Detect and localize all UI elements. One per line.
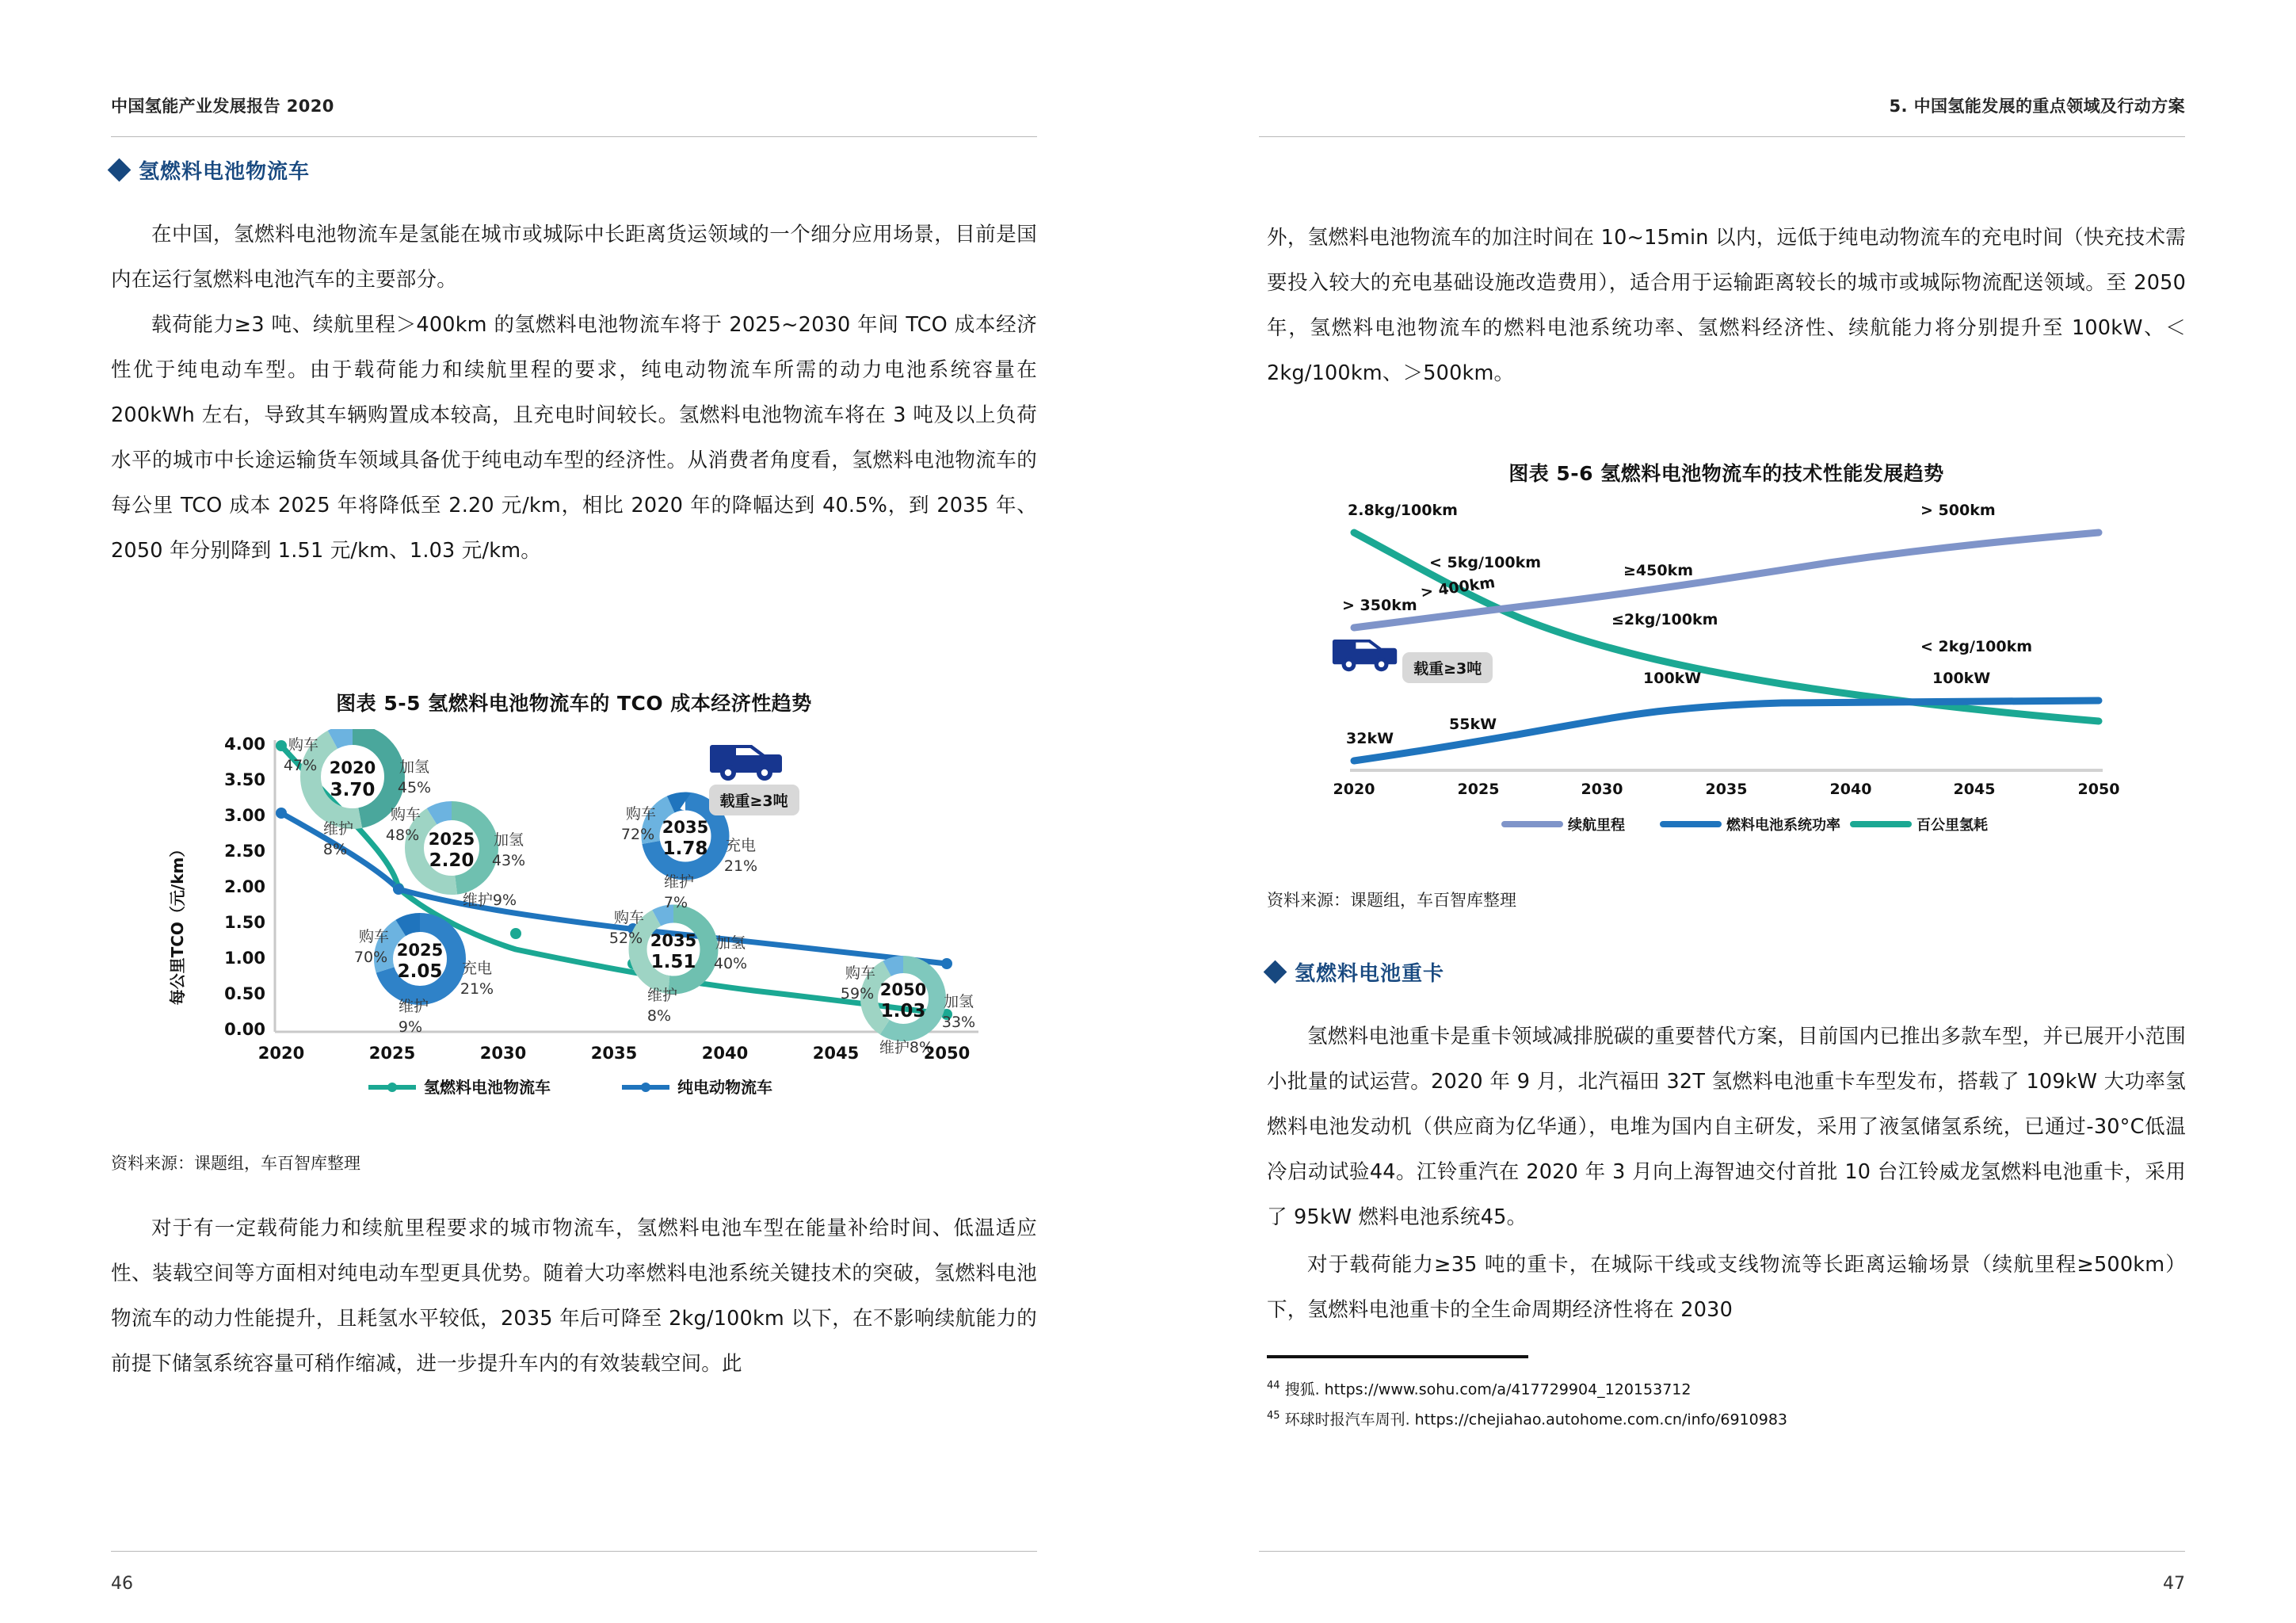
left-paragraph-1: 在中国，氢燃料电池物流车是氢能在城市或城际中长距离货运领域的一个细分应用场景，目前是国内在运行氢燃料电池汽车的主要部分。 [111, 223, 1037, 292]
svg-text:2040: 2040 [701, 1044, 748, 1063]
label-le-2kg-100km: ≤2kg/100km [1611, 611, 1718, 628]
svg-text:购车: 购车 [613, 909, 644, 926]
footnote-45-text: 环球时报汽车周刊. https://chejiahao.autohome.com.cn/info/6910983 [1284, 1411, 1787, 1429]
svg-text:2025: 2025 [368, 1044, 415, 1063]
figure-5-6-title: 图表 5-6 氢燃料电池物流车的技术性能发展趋势 [1508, 462, 1944, 485]
svg-text:0.50: 0.50 [223, 984, 265, 1003]
svg-text:维护: 维护 [646, 987, 677, 1004]
svg-text:2035: 2035 [662, 818, 708, 837]
svg-text:33%: 33% [941, 1014, 975, 1031]
left-running-head: 中国氢能产业发展报告 2020 [111, 97, 334, 116]
right-header-rule [1259, 136, 2185, 137]
footnote-45-marker: 45 [1267, 1410, 1280, 1423]
footnote-separator [1267, 1355, 1528, 1358]
figure-5-5-y-axis-title: 每公里TCO（元/km） [167, 841, 187, 1006]
svg-text:3.50: 3.50 [223, 770, 265, 789]
svg-text:70%: 70% [353, 949, 387, 966]
donut-2035-electric [620, 801, 757, 911]
figure-5-6-source: 资料来源：课题组，车百智库整理 [1267, 891, 1516, 910]
svg-text:9%: 9% [398, 1018, 422, 1036]
left-paragraph-2: 载荷能力≥3 吨、续航里程＞400km 的氢燃料电池物流车将于 2025~2030 年间 TCO 成本经济性优于纯电动车型。由于载荷能力和续航里程的要求，纯电动物流车所需的动力电池系统容量在 200kWh 左右，导致其车辆购置成本较高，且充电时间较长。氢燃料电池物流车将在 3 吨及以上负荷水平的城市中长途运输货车领域具备优于纯电动车型的经济性。从消费者角度看，氢燃料电池物流车的每公里 TCO 成本 2025 年将降低至 2.20 元/km，相比 2020 年的降幅达到 40.5%，到 2035 年、2050 年分别降到 1.51 元/km、1.03 元/km。 [111, 313, 1037, 563]
label-gt-500km: > 500km [1920, 502, 1996, 519]
svg-text:1.00: 1.00 [223, 949, 265, 968]
left-section-heading-label: 氢燃料电池物流车 [139, 160, 311, 184]
footnote-45 [1267, 1403, 2186, 1433]
svg-text:充电: 充电 [725, 837, 756, 854]
svg-text:维护: 维护 [322, 820, 353, 838]
van-badge-right-label: 载重≥3吨 [1402, 652, 1493, 683]
svg-text:加氢: 加氢 [715, 934, 746, 952]
svg-text:7%: 7% [663, 894, 688, 911]
right-section-heading [1267, 957, 2186, 987]
svg-text:2035: 2035 [590, 1044, 637, 1063]
svg-text:3.00: 3.00 [223, 806, 265, 825]
svg-text:百公里氢耗: 百公里氢耗 [1917, 817, 1988, 834]
delivery-van-icon [1332, 632, 1398, 674]
footnote-44-marker: 44 [1267, 1380, 1280, 1392]
svg-text:2025: 2025 [1457, 781, 1500, 798]
svg-text:维护: 维护 [398, 998, 429, 1015]
left-section-heading [111, 155, 1037, 185]
svg-text:2.00: 2.00 [223, 877, 265, 896]
svg-text:2030: 2030 [479, 1044, 526, 1063]
svg-text:3.70: 3.70 [330, 780, 375, 800]
label-gt-350km: > 350km [1342, 597, 1417, 614]
svg-text:0.00: 0.00 [223, 1020, 265, 1039]
svg-text:购车: 购车 [625, 805, 656, 823]
footnote-44 [1267, 1373, 2186, 1403]
svg-text:2045: 2045 [1953, 781, 1996, 798]
left-paragraph-3: 对于有一定载荷能力和续航里程要求的城市物流车，氢燃料电池车型在能量补给时间、低温适应性、装载空间等方面相对纯电动车型更具优势。随着大功率燃料电池系统关键技术的突破，氢燃料电池物流车的动力性能提升，且耗氢水平较低，2035 年后可降至 2kg/100km 以下，在不影响续航能力的前提下储氢系统容量可稍作缩减，进一步提升车内的有效装载空间。此 [111, 1216, 1037, 1376]
van-badge-right [1332, 632, 1493, 683]
svg-text:2025: 2025 [428, 830, 475, 849]
svg-text:2045: 2045 [812, 1044, 859, 1063]
figure-5-5-legend [368, 1078, 772, 1097]
svg-text:47%: 47% [283, 757, 317, 774]
figure-5-5-chart [154, 729, 994, 1125]
svg-text:1.50: 1.50 [223, 913, 265, 932]
donut-2025-electric [353, 922, 493, 1036]
svg-text:加氢: 加氢 [943, 993, 974, 1010]
right-section-heading-label: 氢燃料电池重卡 [1295, 962, 1445, 986]
svg-text:2040: 2040 [1829, 781, 1872, 798]
svg-text:1.51: 1.51 [650, 952, 696, 972]
van-badge-left [709, 737, 799, 815]
right-paragraph-3: 对于载荷能力≥35 吨的重卡，在城际干线或支线物流等长距离运输场景（续航里程≥500km）下，氢燃料电池重卡的全生命周期经济性将在 2030 [1267, 1253, 2186, 1322]
svg-text:购车: 购车 [288, 736, 318, 754]
delivery-van-icon [709, 737, 784, 783]
svg-text:2030: 2030 [1581, 781, 1623, 798]
label-100kw-2035: 100kW [1643, 670, 1702, 687]
svg-text:8%: 8% [322, 841, 347, 858]
figure-5-5-source: 资料来源：课题组，车百智库整理 [111, 1154, 360, 1173]
label-55kw: 55kW [1449, 716, 1497, 733]
figure-5-5-title: 图表 5-5 氢燃料电池物流车的 TCO 成本经济性趋势 [336, 692, 812, 715]
svg-text:维护8%: 维护8% [879, 1039, 933, 1056]
figure-5-5-svg [154, 729, 994, 1109]
svg-text:2020: 2020 [1333, 781, 1375, 798]
label-ge-450km: ≥450km [1623, 562, 1694, 579]
svg-text:氢燃料电池物流车: 氢燃料电池物流车 [423, 1078, 551, 1097]
label-32kw: 32kW [1346, 730, 1394, 747]
right-page [1148, 0, 2296, 1623]
diamond-bullet-icon [108, 158, 132, 182]
svg-text:43%: 43% [491, 852, 525, 869]
svg-text:购车: 购车 [390, 806, 421, 823]
svg-text:纯电动物流车: 纯电动物流车 [677, 1078, 772, 1097]
svg-text:加氢: 加氢 [399, 758, 429, 776]
left-header-rule [111, 136, 1037, 137]
label-gt-400km: > 400km [1419, 573, 1497, 601]
right-running-head: 5. 中国氢能发展的重点领域及行动方案 [1889, 97, 2185, 116]
diamond-bullet-icon [1264, 960, 1287, 984]
left-footer-rule [111, 1551, 1037, 1552]
svg-text:2020: 2020 [257, 1044, 304, 1063]
svg-text:2025: 2025 [396, 941, 443, 960]
footnote-44-text: 搜狐. https://www.sohu.com/a/417729904_120153712 [1284, 1381, 1691, 1399]
svg-text:2050: 2050 [923, 1044, 970, 1063]
svg-text:购车: 购车 [358, 928, 389, 945]
right-page-number: 47 [2163, 1574, 2185, 1594]
svg-text:2.20: 2.20 [429, 850, 474, 871]
svg-text:加氢: 加氢 [493, 831, 524, 849]
label-100kw-2050: 100kW [1932, 670, 1991, 687]
svg-text:21%: 21% [723, 857, 757, 875]
svg-text:2020: 2020 [329, 758, 376, 777]
label-lt-5kg-100km: < 5kg/100km [1429, 554, 1542, 571]
svg-text:维护: 维护 [663, 873, 694, 891]
right-paragraph-1: 外，氢燃料电池物流车的加注时间在 10~15min 以内，远低于纯电动物流车的充电时间（快充技术需要投入较大的充电基础设施改造费用），适合用于运输距离较长的城市或城际物流配送领域。至 2050 年，氢燃料电池物流车的燃料电池系统功率、氢燃料经济性、续航能力将分别提升至 100kW、＜2kg/100km、＞500km。 [1267, 226, 2186, 385]
donut-2050-hydrogen [840, 964, 974, 1056]
svg-text:8%: 8% [646, 1007, 671, 1025]
svg-text:2035: 2035 [1705, 781, 1748, 798]
left-page-number: 46 [111, 1574, 133, 1594]
svg-text:1.78: 1.78 [662, 838, 707, 859]
svg-text:2050: 2050 [879, 980, 926, 999]
figure-5-6-chart [1306, 491, 2146, 834]
svg-text:维护9%: 维护9% [462, 892, 517, 909]
svg-text:59%: 59% [840, 985, 874, 1002]
svg-text:52%: 52% [608, 930, 643, 947]
svg-text:2.50: 2.50 [223, 842, 265, 861]
svg-text:45%: 45% [397, 779, 431, 796]
svg-text:21%: 21% [460, 980, 494, 998]
svg-text:48%: 48% [385, 827, 419, 844]
svg-text:4.00: 4.00 [223, 735, 265, 754]
right-paragraph-2: 氢燃料电池重卡是重卡领域减排脱碳的重要替代方案，目前国内已推出多款车型，并已展开小范围小批量的试运营。2020 年 9 月，北汽福田 32T 氢燃料电池重卡车型发布，搭载了 109kW 大功率氢燃料电池发动机（供应商为亿华通），电堆为国内自主研发，采用了液氢储氢系统，已通过-30°C低温冷启动试验44。江铃重汽在 2020 年 3 月向上海智迪交付首批 10 台江铃威龙氢燃料电池重卡，采用了 95kW 燃料电池系统45。 [1267, 1025, 2186, 1229]
svg-text:续航里程: 续航里程 [1568, 817, 1625, 834]
van-badge-left-label: 载重≥3吨 [709, 785, 799, 815]
svg-text:燃料电池系统功率: 燃料电池系统功率 [1726, 817, 1840, 834]
svg-text:72%: 72% [620, 826, 654, 843]
svg-text:1.03: 1.03 [880, 1001, 925, 1022]
svg-text:充电: 充电 [461, 960, 492, 977]
label-lt-2kg-100km: < 2kg/100km [1920, 638, 2033, 655]
right-footer-rule [1259, 1551, 2185, 1552]
svg-text:2035: 2035 [650, 931, 696, 950]
svg-text:40%: 40% [713, 955, 747, 972]
figure-5-6-legend [1306, 807, 2146, 845]
svg-text:2.05: 2.05 [397, 961, 442, 982]
svg-text:购车: 购车 [845, 964, 875, 982]
svg-text:2050: 2050 [2077, 781, 2120, 798]
label-2.8kg-100km: 2.8kg/100km [1348, 502, 1458, 519]
